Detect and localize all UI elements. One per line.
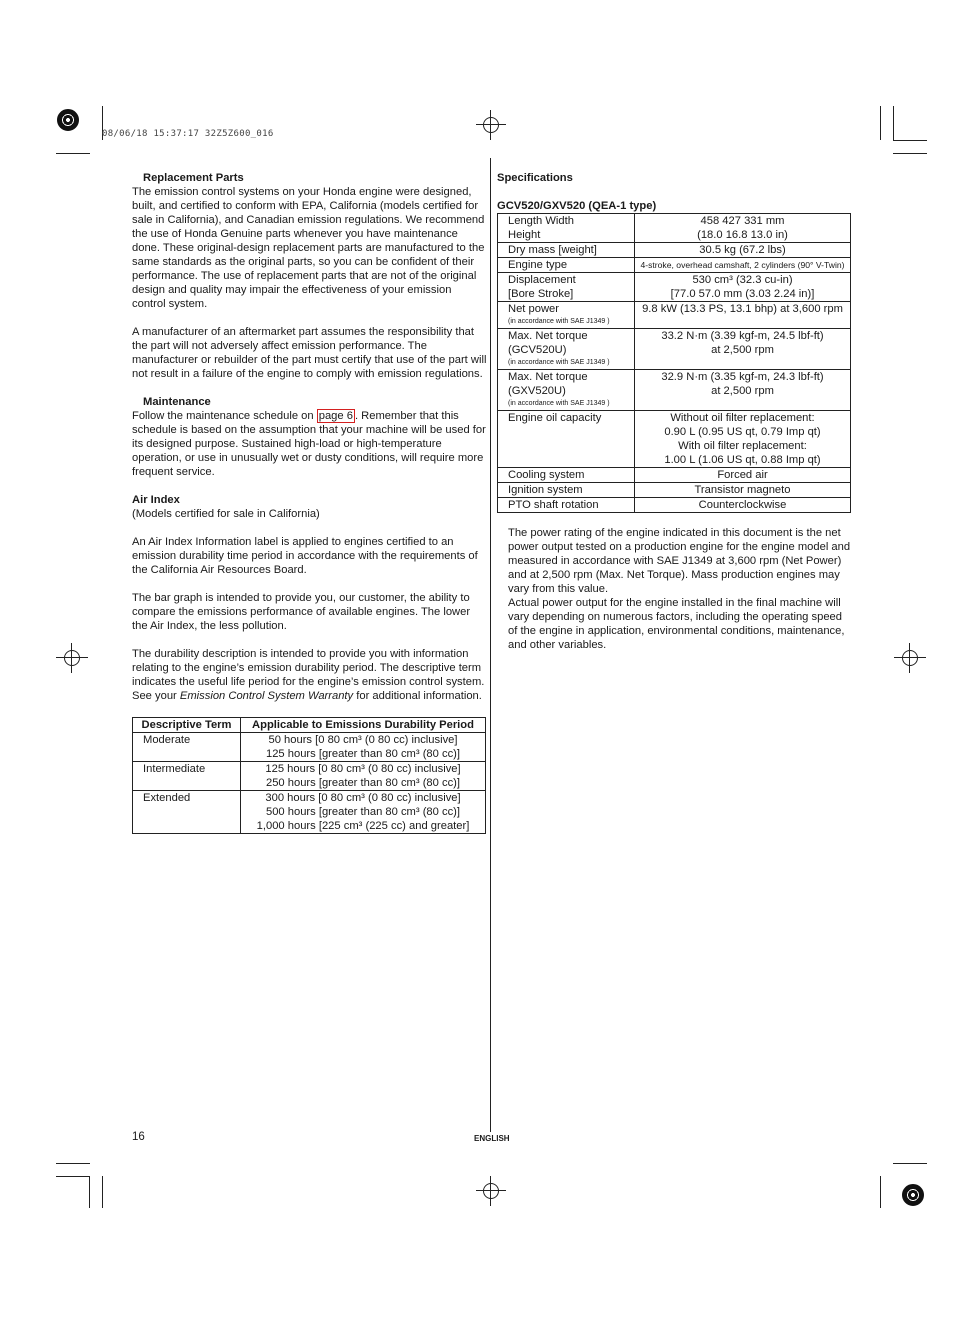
table-row: Displacement [Bore Stroke] 530 cm³ (32.3 cu-in) [77.0 57.0 mm (3.03 2.24 in)] xyxy=(498,273,851,302)
crosshair-icon xyxy=(56,643,88,673)
power-rating-paragraph-2: Actual power output for the engine installed in the final machine will vary depending on numerous factors, including the operating speed of the engine in application, environmental conditions, maintenance, and other variables. xyxy=(508,597,845,651)
registration-target-icon xyxy=(902,1184,924,1206)
maintenance-paragraph: Follow the maintenance schedule on page 6 . Remember that this schedule is based on the assumption that your machine will be used for its designed purpose. Sustained high-load or high-temperature operation, or use in unusually wet or dusty conditions, will require more frequent service. xyxy=(132,410,486,478)
replacement-parts-paragraph-1: The emission control systems on your Honda engine were designed, built, and certified to conform with EPA, California (models certified for sale in California), and Canadian emission regulations. We recommend the use of Honda Genuine parts whenever you have maintenance done. These original-design replacement parts are manufactured to the same standards as the original parts, so you can be confident of their performance. The use of replacement parts that are not of the original design and quality may impair the effectiveness of your emission control system. xyxy=(132,186,485,310)
air-index-paragraph-2: The bar graph is intended to provide you, our customer, the ability to compare the emissions performance of available engines. The lower the Air Index, the less pollution. xyxy=(132,592,471,632)
replacement-parts-heading: Replacement Parts xyxy=(143,172,244,184)
table-row: Engine type 4-stroke, overhead camshaft, 2 cylinders (90° V-Twin) xyxy=(498,258,851,273)
specifications-heading: Specifications xyxy=(497,172,573,184)
model-heading: GCV520/GXV520 (QEA-1 type) xyxy=(497,200,657,212)
maintenance-heading: Maintenance xyxy=(143,396,211,408)
power-rating-paragraph-1: The power rating of the engine indicated in this document is the net power output tested on a production engine for the engine model and measured in accordance with SAE J1349 at 3,600 rpm (Net Power) and at 2,500 rpm (Max. Net Torque). Mass production engines may vary from this value. xyxy=(508,527,851,595)
air-index-heading: Air Index xyxy=(132,494,180,506)
right-column xyxy=(497,171,853,652)
table-row: Ignition system Transistor magneto xyxy=(498,483,851,498)
left-column xyxy=(132,171,488,834)
table-row: Length Width Height 458 427 331 mm (18.0 16.8 13.0 in) xyxy=(498,214,851,243)
durability-header-period: Applicable to Emissions Durability Period xyxy=(241,718,486,733)
durability-header-term: Descriptive Term xyxy=(133,718,241,733)
table-row: Extended 300 hours [0 80 cm³ (0 80 cc) inclusive] 500 hours [greater than 80 cm³ (80 cc)] 1,000 hours [225 cm³ (225 cc) and greater] xyxy=(133,791,486,834)
table-row: Engine oil capacity Without oil filter replacement: 0.90 L (0.95 US qt, 0.79 Imp qt) With oil filter replacement: 1.00 L (1.06 US qt, 0.88 Imp qt) xyxy=(498,411,851,468)
air-index-paragraph-1: An Air Index Information label is applied to engines certified to an emission durability time period in accordance with the requirements of the California Air Resources Board. xyxy=(132,536,478,576)
table-row: Dry mass [weight] 30.5 kg (67.2 lbs) xyxy=(498,243,851,258)
table-row: Intermediate 125 hours [0 80 cm³ (0 80 cc) inclusive] 250 hours [greater than 80 cm³ (80 cc)] xyxy=(133,762,486,791)
table-row: PTO shaft rotation Counterclockwise xyxy=(498,498,851,513)
power-rating-note xyxy=(497,526,853,652)
registration-target-icon xyxy=(57,109,79,131)
crosshair-icon xyxy=(894,643,926,673)
replacement-parts-paragraph-2: A manufacturer of an aftermarket part assumes the responsibility that the part will not adversely affect emission performance. The manufacturer or rebuilder of the part must certify that use of the part will not result in a failure of the engine to comply with emission regulations. xyxy=(132,326,487,380)
air-index-subtitle: (Models certified for sale in California) xyxy=(132,508,320,520)
durability-table xyxy=(132,717,486,834)
specifications-table xyxy=(497,213,851,513)
language-label: ENGLISH xyxy=(474,1134,510,1143)
table-row: Max. Net torque (GXV520U) (in accordance with SAE J1349 ) 32.9 N·m (3.35 kgf-m, 24.3 lbf-ft) at 2,500 rpm xyxy=(498,370,851,411)
table-row: Max. Net torque (GCV520U) (in accordance with SAE J1349 ) 33.2 N·m (3.39 kgf-m, 24.5 lbf-ft) at 2,500 rpm xyxy=(498,329,851,370)
crosshair-icon xyxy=(476,110,506,140)
print-slug: 08/06/18 15:37:17 32Z5Z600_016 xyxy=(102,129,274,139)
page-6-link[interactable]: page 6 xyxy=(318,410,353,422)
table-row: Cooling system Forced air xyxy=(498,468,851,483)
air-index-paragraph-3: The durability description is intended to provide you with information relating to the engine’s emission durability period. The descriptive term indicates the useful life period for the engine’s emission control system. See your Emission Control System Warranty for additional information. xyxy=(132,648,485,702)
table-row: Net power (in accordance with SAE J1349 ) 9.8 kW (13.3 PS, 13.1 bhp) at 3,600 rpm xyxy=(498,302,851,329)
page-number: 16 xyxy=(132,1131,145,1143)
crosshair-icon xyxy=(476,1176,506,1206)
table-row: Moderate 50 hours [0 80 cm³ (0 80 cc) inclusive] 125 hours [greater than 80 cm³ (80 cc)] xyxy=(133,733,486,762)
